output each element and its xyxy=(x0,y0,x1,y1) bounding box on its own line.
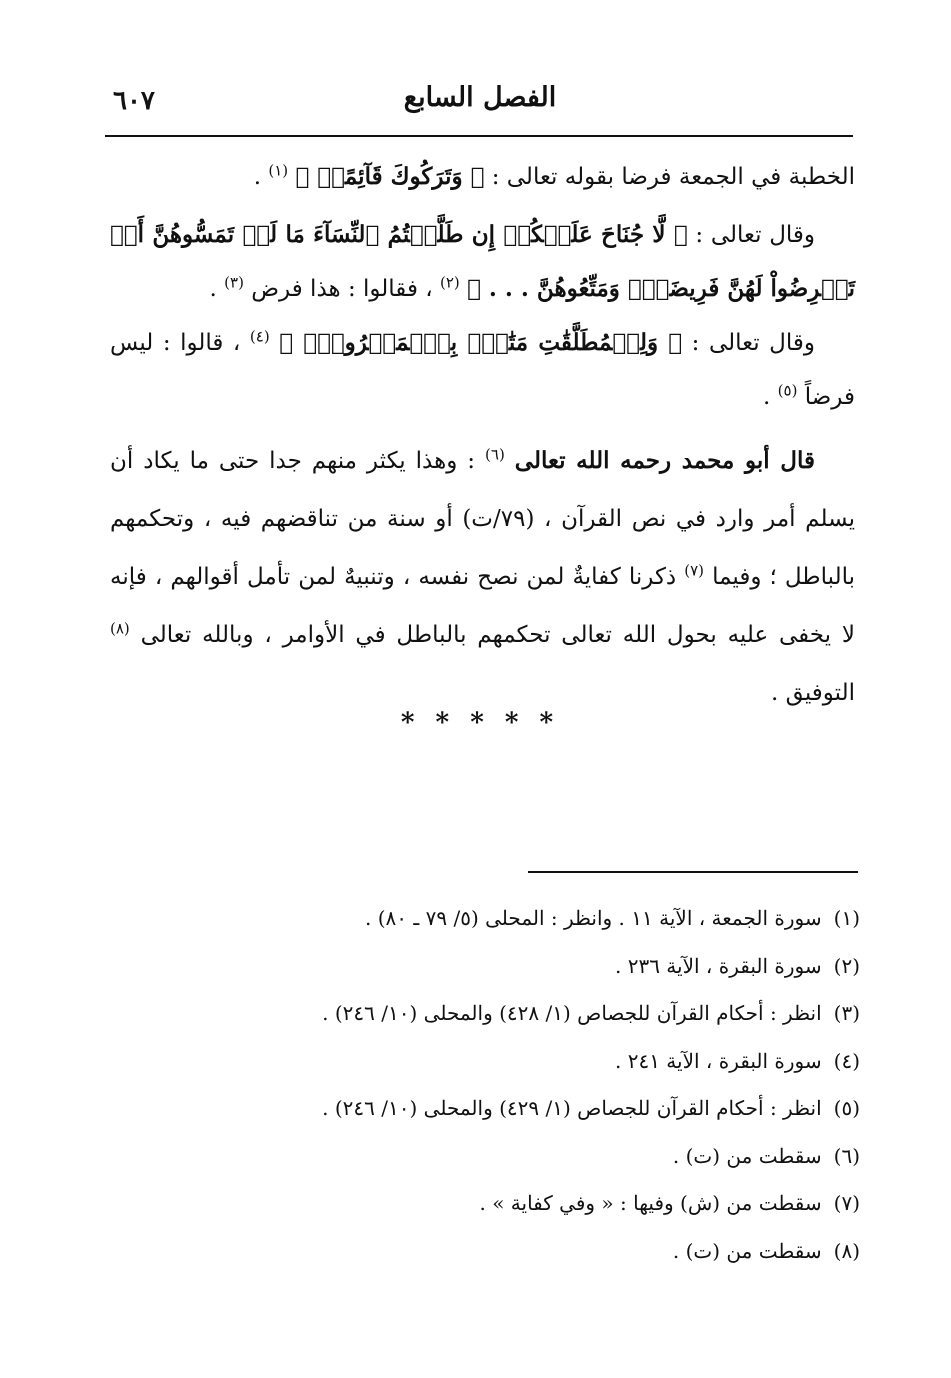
footnote-text: سورة الجمعة ، الآية ١١ . وانظر : المحلى (٥/ ٧٩ ـ ٨٠) . xyxy=(365,906,822,930)
p4-lead: قال أبو محمد رحمه الله تعالى xyxy=(514,447,815,474)
footnote-number: (٦) xyxy=(833,1143,860,1168)
footnote-number: (٨) xyxy=(833,1238,860,1263)
footnote-ref-1: (١) xyxy=(268,161,289,180)
page-number: ٦٠٧ xyxy=(113,86,155,116)
footnote-text: سورة البقرة ، الآية ٢٤١ . xyxy=(614,1048,822,1073)
paragraph-4 xyxy=(110,432,855,722)
paragraph-2 xyxy=(110,208,855,316)
running-header xyxy=(105,78,855,136)
p2-intro: وقال تعالى : xyxy=(695,222,816,248)
footnote-number: (١) xyxy=(833,906,860,930)
p4-part3: التوفيق . xyxy=(771,680,855,706)
footnote-item xyxy=(130,1231,860,1279)
p1-intro: الخطبة في الجمعة فرضا بقوله تعالى : xyxy=(491,164,855,190)
footnote-rule xyxy=(528,871,858,873)
footnote-number: (٣) xyxy=(833,1001,860,1025)
main-text xyxy=(110,146,855,722)
footnote-item xyxy=(130,1041,860,1089)
p2-end: . xyxy=(209,276,217,302)
header-rule xyxy=(105,135,853,137)
p4-part1: : وهذا يكثر منهم جدا حتى ما يكاد أن يسلم أمر وارد في نص القرآن ، (٧٩/ت) أو سنة من تناقضهم فيه ، وتحكمهم بالباطل ؛ وفيما xyxy=(110,448,855,590)
footnote-ref-2: (٢) xyxy=(439,273,460,292)
paragraph-1 xyxy=(110,146,855,208)
footnote-item xyxy=(130,1183,860,1231)
quran-verse-2: ﴿ لَّا جُنَاحَ عَلَيۡكُمۡ إِن طَلَّقۡتُمُ ٱلنِّسَآءَ مَا لَمۡ تَمَسُّوهُنَّ أَوۡ تَفۡرِضُواْ لَهُنَّ فَرِيضَةًۚ وَمَتِّعُوهُنَّ . . . ﴾ xyxy=(110,221,855,302)
footnote-number: (٥) xyxy=(833,1096,860,1120)
footnote-text: انظر : أحكام القرآن للجصاص (١/ ٤٢٩) والمحلى (١٠/ ٢٤٦) . xyxy=(322,1096,822,1120)
footnote-text: سقطت من (ش) وفيها : « وفي كفاية » . xyxy=(479,1191,822,1215)
footnote-item xyxy=(130,993,860,1041)
footnote-ref-3: (٣) xyxy=(224,273,244,292)
footnote-ref-7: (٧) xyxy=(684,561,704,580)
footnote-text: سقطت من (ت) . xyxy=(672,1238,822,1263)
p4-part2: ذكرنا كفايةٌ لمن نصح نفسه ، وتنبيهٌ لمن تأمل أقوالهم ، فإنه لا يخفى عليه بحول الله تعالى تحكمهم بالباطل في الأوامر ، وبالله تعالى xyxy=(110,564,855,648)
footnote-text: سقطت من (ت) . xyxy=(672,1143,822,1168)
footnote-ref-4: (٤) xyxy=(249,327,270,346)
footnote-text: انظر : أحكام القرآن للجصاص (١/ ٤٢٨) والمحلى (١٠/ ٢٤٦) . xyxy=(322,1001,822,1025)
footnote-number: (٧) xyxy=(833,1191,860,1215)
footnote-text: سورة البقرة ، الآية ٢٣٦ . xyxy=(614,953,822,978)
p3-mid: ، قالوا : ليس فرضاً xyxy=(110,330,855,410)
section-separator: * * * * * xyxy=(400,708,560,738)
footnote-ref-5: (٥) xyxy=(777,381,798,400)
p3-intro: وقال تعالى : xyxy=(691,330,815,356)
p2-mid: ، فقالوا : هذا فرض xyxy=(251,276,433,302)
quran-verse-3: ﴿ وَلِلۡمُطَلَّقَٰتِ مَتَٰعُۢ بِٱلۡمَعۡرُوفِۖ ﴾ xyxy=(279,329,683,356)
quran-verse-1: ﴿ وَتَرَكُوكَ قَآئِمًاۚ ﴾ xyxy=(295,163,485,190)
footnote-item xyxy=(130,1088,860,1136)
footnotes-list xyxy=(130,898,860,1278)
p1-end: . xyxy=(253,164,262,190)
p3-end: . xyxy=(763,384,771,410)
paragraph-3 xyxy=(110,316,855,424)
footnote-item xyxy=(130,1136,860,1184)
footnote-number: (٤) xyxy=(833,1048,860,1073)
footnote-ref-8: (٨) xyxy=(110,619,130,638)
chapter-title: الفصل السابع xyxy=(403,82,557,113)
footnote-item xyxy=(130,946,860,994)
footnote-number: (٢) xyxy=(833,953,860,978)
footnote-ref-6: (٦) xyxy=(485,445,505,464)
footnote-item xyxy=(130,898,860,946)
